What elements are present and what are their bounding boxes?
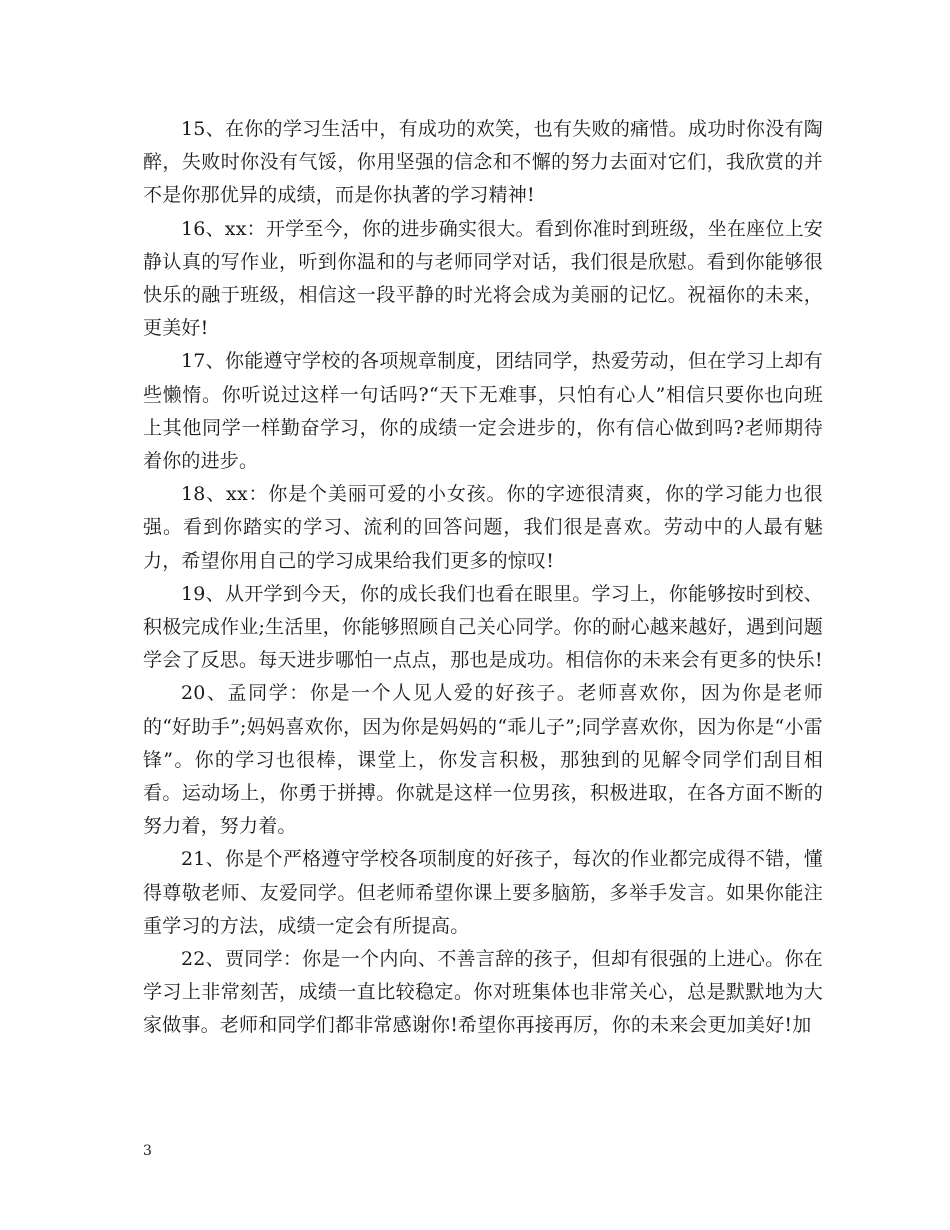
paragraph-17: 17、你能遵守学校的各项规章制度，团结同学，热爱劳动，但在学习上却有些懒惰。你听说过这样一句话吗?“天下无难事，只怕有心人”相信只要你也向班上其他同学一样勤奋学习，你的成绩一定会进步的，你有信心做到吗?老师期待着你的进步。 xyxy=(143,350,823,473)
paragraph-22: 22、贾同学：你是一个内向、不善言辞的孩子，但却有很强的上进心。你在学习上非常刻苦，成绩一直比较稳定。你对班集体也非常关心，总是默默地为大家做事。老师和同学们都非常感谢你!希望你再接再厉，你的未来会更加美好!加 xyxy=(143,948,823,1037)
paragraph-20: 20、孟同学：你是一个人见人爱的好孩子。老师喜欢你，因为你是老师的“好助手”;妈妈喜欢你，因为你是妈妈的“乖儿子”;同学喜欢你，因为你是“小雷锋”。你的学习也很棒，课堂上，你发言积极，那独到的见解令同学们刮目相看。运动场上，你勇于拼搏。你就是这样一位男孩，积极进取，在各方面不断的努力着，努力着。 xyxy=(143,682,823,838)
paragraph-21: 21、你是个严格遵守学校各项制度的好孩子，每次的作业都完成得不错，懂得尊敬老师、友爱同学。但老师希望你课上要多脑筋，多举手发言。如果你能注重学习的方法，成绩一定会有所提高。 xyxy=(143,848,823,937)
document-body xyxy=(143,113,823,1043)
paragraph-19: 19、从开学到今天，你的成长我们也看在眼里。学习上，你能够按时到校、积极完成作业;生活里，你能够照顾自己关心同学。你的耐心越来越好，遇到问题学会了反思。每天进步哪怕一点点，那也是成功。相信你的未来会有更多的快乐! xyxy=(143,582,823,672)
paragraph-15: 15、在你的学习生活中，有成功的欢笑，也有失败的痛惜。成功时你没有陶醉，失败时你没有气馁，你用坚强的信念和不懈的努力去面对它们，我欣赏的并不是你那优异的成绩，而是你执著的学习精神! xyxy=(143,118,823,207)
paragraph-16: 16、xx：开学至今，你的进步确实很大。看到你准时到班级，坐在座位上安静认真的写作业，听到你温和的与老师同学对话，我们很是欣慰。看到你能够很快乐的融于班级，相信这一段平静的时光将会成为美丽的记忆。祝福你的未来，更美好! xyxy=(143,217,823,340)
page-number: 3 xyxy=(143,1143,152,1159)
paragraph-18: 18、xx：你是个美丽可爱的小女孩。你的字迹很清爽，你的学习能力也很强。看到你踏实的学习、流利的回答问题，我们很是喜欢。劳动中的人最有魅力，希望你用自己的学习成果给我们更多的惊叹! xyxy=(143,483,823,572)
